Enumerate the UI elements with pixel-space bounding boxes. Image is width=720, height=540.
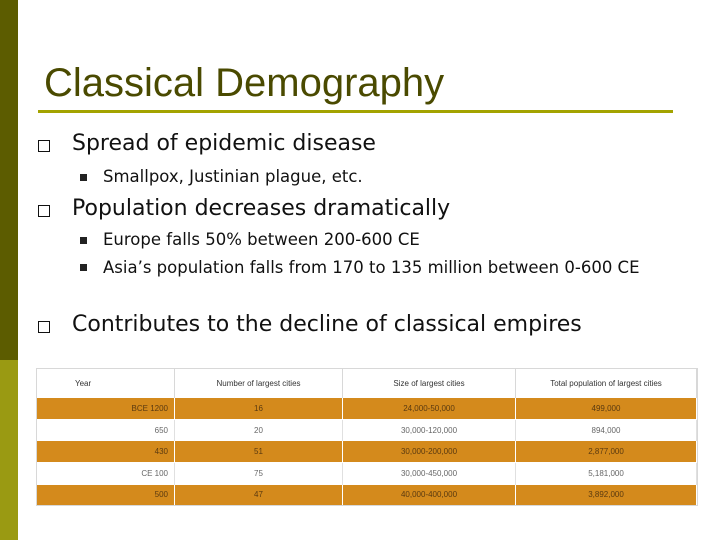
cell-size-cities: 40,000-400,000: [343, 484, 516, 505]
cell-number-cities: 51: [175, 441, 343, 463]
table-row: [37, 419, 697, 441]
table-row: [37, 398, 697, 420]
city-population-table: [36, 368, 698, 506]
cell-total-population: 2,877,000: [516, 441, 697, 463]
square-bullet-icon: [38, 205, 50, 217]
sidebar-light-band: [0, 360, 18, 540]
subbullet-europe: Europe falls 50% between 200-600 CE: [103, 230, 420, 249]
column-header-number-cities: Number of largest cities: [175, 369, 343, 398]
square-bullet-icon: [38, 321, 50, 333]
subbullet-diseases: Smallpox, Justinian plague, etc.: [103, 167, 363, 186]
slide-title: Classical Demography: [44, 61, 445, 105]
title-underline: [38, 110, 673, 113]
cell-size-cities: 30,000-200,000: [343, 441, 516, 463]
cell-total-population: 5,181,000: [516, 463, 697, 485]
square-bullet-icon: [38, 140, 50, 152]
cell-number-cities: 75: [175, 463, 343, 485]
cell-number-cities: 20: [175, 419, 343, 441]
bullet-population-decrease: Population decreases dramatically: [72, 196, 451, 221]
cell-year: 650: [37, 419, 175, 441]
column-header-size-cities: Size of largest cities: [343, 369, 516, 398]
table-row: [37, 463, 697, 485]
cell-year: 430: [37, 441, 175, 463]
cell-size-cities: 30,000-450,000: [343, 463, 516, 485]
square-subbullet-icon: [80, 264, 87, 271]
subbullet-asia: Asia’s population falls from 170 to 135 million between 0-600 CE: [103, 258, 640, 277]
column-header-total-population: Total population of largest cities: [516, 369, 697, 398]
square-subbullet-icon: [80, 237, 87, 244]
cell-total-population: 3,892,000: [516, 484, 697, 505]
cell-size-cities: 24,000-50,000: [343, 398, 516, 420]
column-header-year: Year: [37, 369, 175, 398]
cell-size-cities: 30,000-120,000: [343, 419, 516, 441]
cell-year: BCE 1200: [37, 398, 175, 420]
cell-total-population: 499,000: [516, 398, 697, 420]
square-subbullet-icon: [80, 174, 87, 181]
cell-year: 500: [37, 484, 175, 505]
table-row: [37, 441, 697, 463]
table-row: [37, 484, 697, 505]
bullet-decline-empires: Contributes to the decline of classical empires: [72, 312, 582, 337]
sidebar-dark-band: [0, 0, 18, 360]
cell-year: CE 100: [37, 463, 175, 485]
table-header-row: [37, 369, 697, 398]
cell-number-cities: 47: [175, 484, 343, 505]
cell-number-cities: 16: [175, 398, 343, 420]
bullet-epidemic-disease: Spread of epidemic disease: [72, 131, 376, 156]
cell-total-population: 894,000: [516, 419, 697, 441]
